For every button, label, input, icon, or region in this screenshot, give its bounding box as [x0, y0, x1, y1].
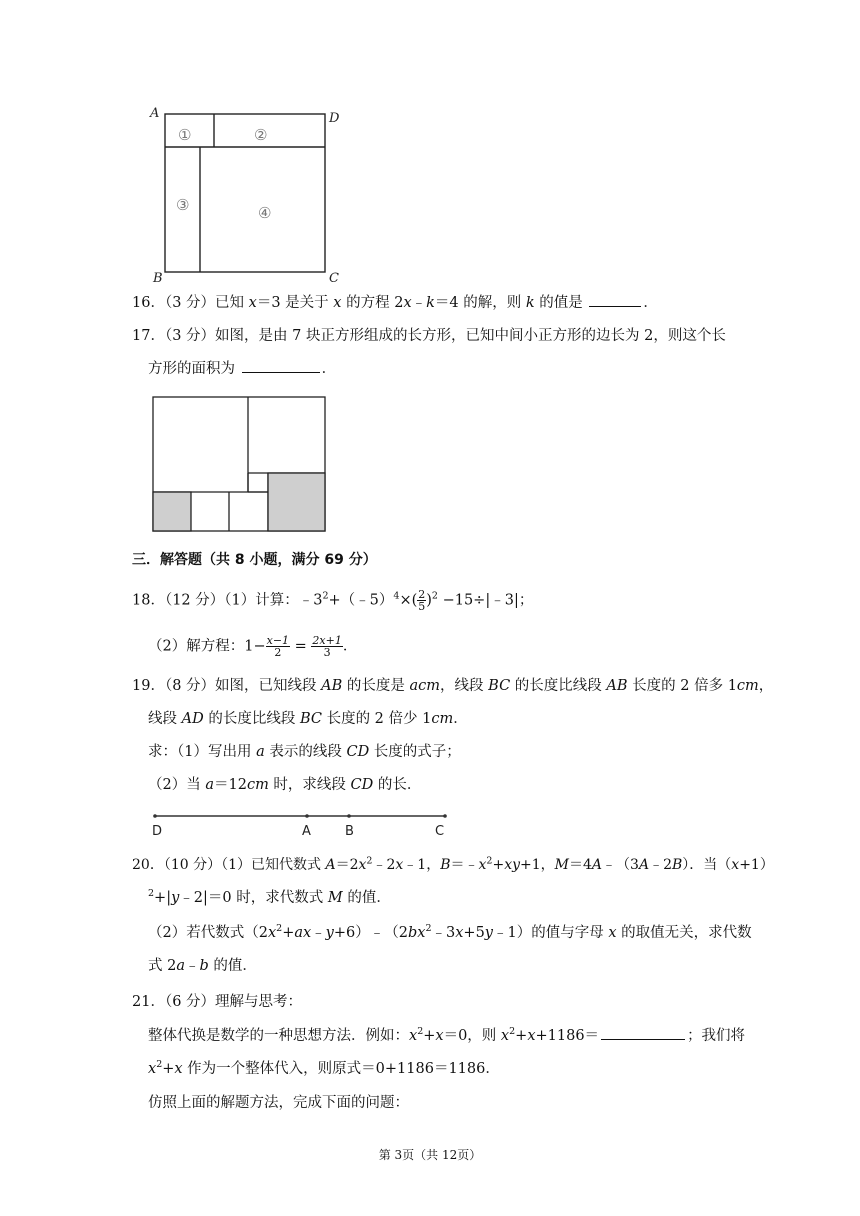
- point-d: D: [152, 824, 163, 839]
- fraction-two-fifths: $\frac{2}{5}$: [418, 588, 426, 613]
- region-3: ③: [176, 196, 190, 214]
- question-21-line3: $x^2+x$ 作为一个整体代入，则原式＝0+1186＝1186．: [148, 1059, 500, 1077]
- page-footer: 第 3页（共 12页）: [378, 1148, 482, 1162]
- corner-d: D: [329, 111, 340, 126]
- point-b: B: [345, 824, 354, 839]
- question-18-part2: （2）解方程：1− $\frac{x-1}{2}$ = $\frac{2x+1}{3}$ ．: [148, 634, 358, 659]
- fraction-lhs: $\frac{x-1}{2}$: [266, 634, 290, 659]
- corner-b: B: [153, 271, 163, 286]
- section-3-title: 三．解答题（共 8 小题，满分 69 分）: [132, 552, 377, 568]
- corner-a: A: [150, 106, 160, 121]
- answer-blank-16[interactable]: [589, 294, 641, 307]
- question-21-line4: 仿照上面的解题方法，完成下面的问题：: [148, 1095, 409, 1111]
- figure-seven-squares: [152, 396, 327, 533]
- question-19-line1: 19．（8 分）如图，已知线段 AB 的长度是 acm，线段 BC 的长度比线段 AB 长度的 2 倍多 1cm，: [132, 678, 774, 694]
- question-19-line2: 线段 AD 的长度比线段 BC 长度的 2 倍少 1cm．: [148, 711, 468, 727]
- corner-c: C: [329, 271, 339, 286]
- figure-segment: [150, 808, 450, 840]
- question-20-line1: 20．（10 分）（1）已知代数式 $A=2x^2﹣2x﹣1$，$B=﹣x^2+xy+1$，M＝4A﹣（3A﹣2B）．当（x+1）: [132, 855, 774, 873]
- region-2: ②: [254, 126, 268, 144]
- question-17-line1: 17．（3 分）如图，是由 7 块正方形组成的长方形，已知中间小正方形的边长为 2，则这个长: [132, 328, 726, 344]
- region-1: ①: [178, 126, 192, 144]
- question-17-line2: 方形的面积为 ．: [148, 361, 337, 377]
- fraction-rhs: $\frac{2x+1}{3}$: [312, 634, 342, 659]
- question-20-line3: （2）若代数式$(2x^2+ax﹣y+6)﹣(2bx^2﹣3x+5y﹣1)$的值与字母 x 的取值无关，求代数: [148, 923, 752, 941]
- question-21-line2: 整体代换是数学的一种思想方法．例如：$x^2+x=0$，则 $x^2+x+1186=$ ；我们将: [148, 1026, 746, 1044]
- point-a: A: [302, 824, 311, 839]
- point-c: C: [435, 824, 445, 839]
- question-21-line1: 21．（6 分）理解与思考：: [132, 994, 303, 1010]
- answer-blank-17[interactable]: [242, 360, 320, 373]
- question-18-part1: 18．（12 分）（1）计算：$﹣3^2+(﹣5)^4\times$( $\frac{2}{5}$ )$^2$ −15÷|﹣3|；: [132, 588, 534, 613]
- answer-blank-21[interactable]: [601, 1027, 685, 1040]
- figure-rectangle-regions: [145, 100, 355, 285]
- question-19-line4: （2）当 a＝12cm 时，求线段 CD 的长．: [148, 777, 422, 793]
- question-19-line3: 求：（1）写出用 a 表示的线段 CD 长度的式子；: [148, 744, 461, 760]
- question-16: 16．（3 分）已知 x＝3 是关于 x 的方程 2x﹣k＝4 的解，则 k 的值是 ．: [132, 295, 658, 311]
- question-20-line2: $^2$+|y﹣2|＝0 时，求代数式 M 的值．: [148, 888, 391, 906]
- question-20-line4: 式 2a﹣b 的值．: [148, 958, 257, 974]
- region-4: ④: [258, 204, 272, 222]
